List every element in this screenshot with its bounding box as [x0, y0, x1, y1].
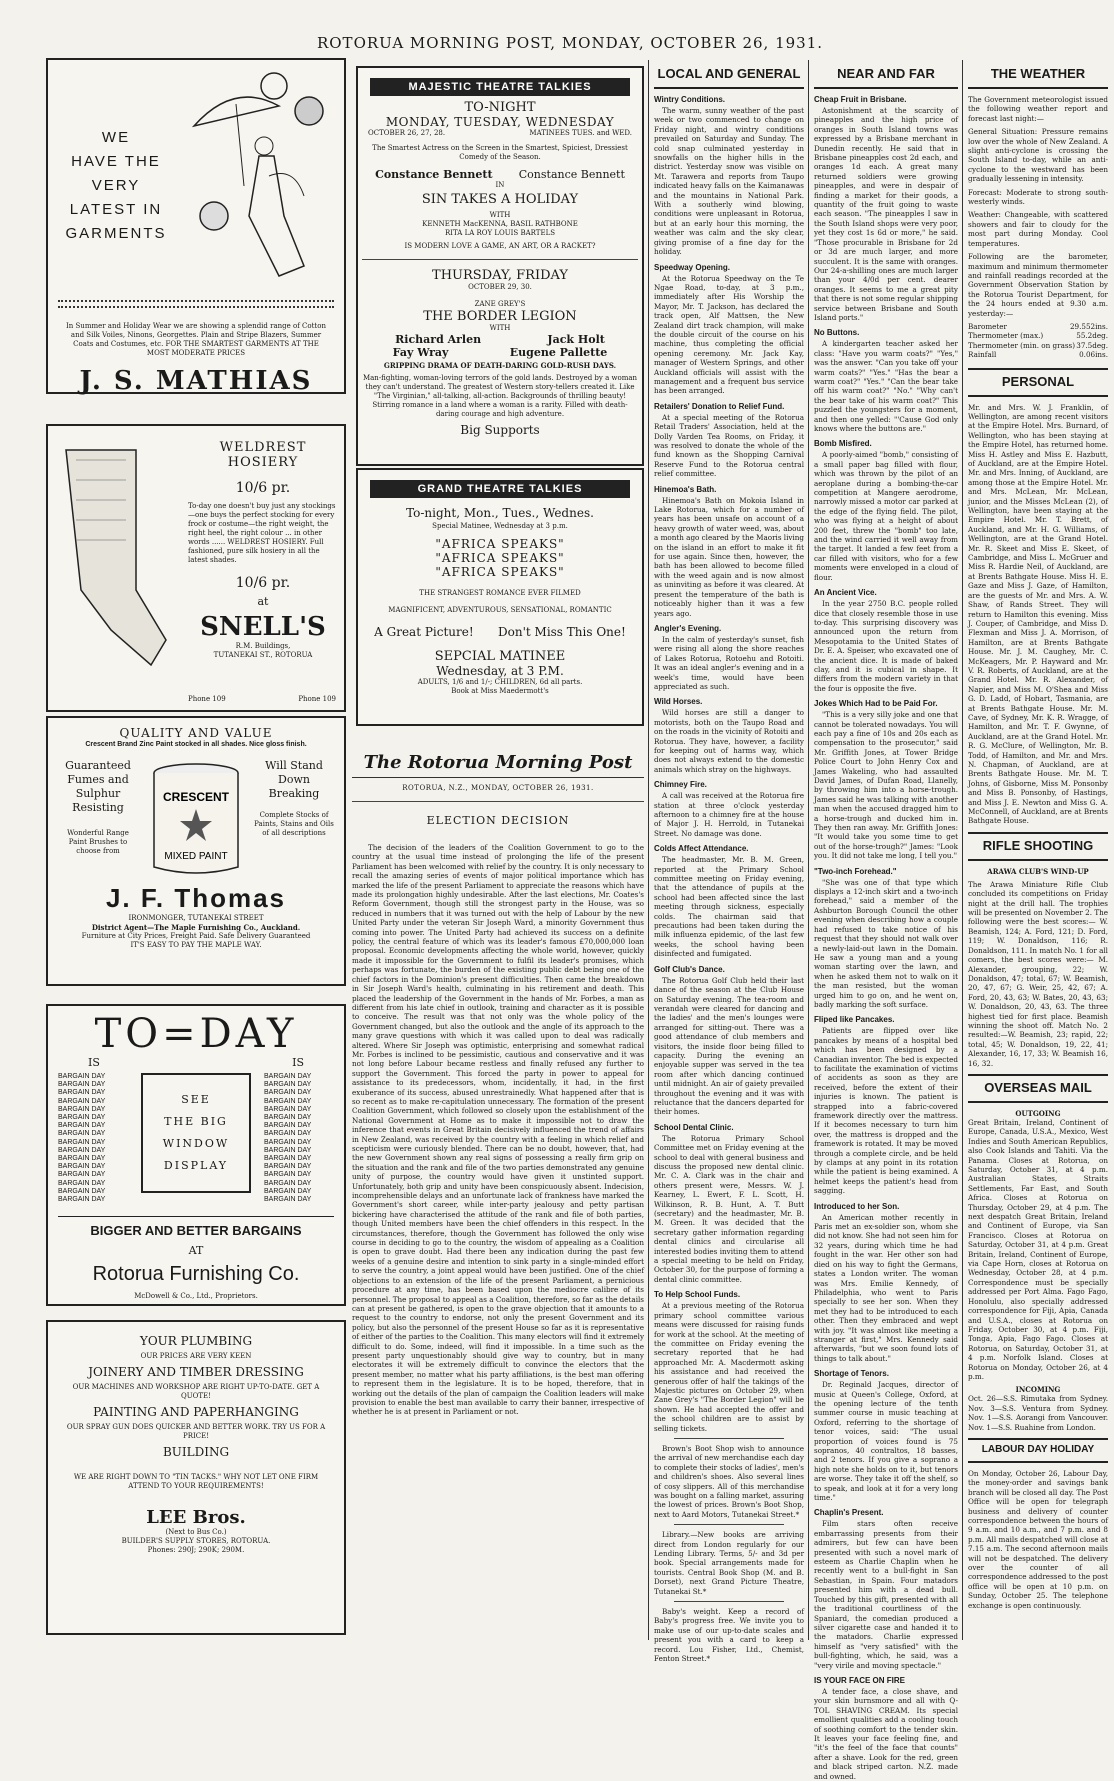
- majestic-author: ZANE GREY'S: [474, 300, 526, 308]
- see-line: WINDOW: [162, 1137, 230, 1150]
- bargain-list-right: [264, 1073, 334, 1204]
- mathias-line: LATEST IN: [69, 201, 163, 218]
- near-column: [814, 62, 959, 1781]
- snells-address2: TUTANEKAI ST., ROTORUA: [213, 651, 313, 659]
- article-heading: Shortage of Tenors.: [814, 1369, 889, 1379]
- article-heading: School Dental Clinic.: [654, 1122, 734, 1132]
- lee-line: WE ARE RIGHT DOWN TO "TIN TACKS." WHY NOT LET ONE FIRM ATTEND TO YOUR REQUIREMENTS!: [73, 1473, 319, 1490]
- article-body: At the Rotorua Speedway on the Te Ngae Road, to-day, at 3 p.m., immediately after His Worship the Mayor, Mr. T. Jackson, has declared the track open, Alf Mattsen, the New Zealand dirt track champion, will make the double circuit of the course on his machine, thus completing the official opening ceremony. Mr. Jack Kay, manager of Western Springs, and other Auckland officials will assist with the management and a frequent bus service has been arranged.: [654, 273, 804, 396]
- majestic-film2: THE BORDER LEGION: [423, 309, 577, 324]
- see-line: DISPLAY: [163, 1159, 229, 1172]
- labour-heading: LABOUR DAY HOLIDAY: [968, 1438, 1108, 1463]
- article-body: An American mother recently in Paris met an ex-soldier son, whom she did not know. She had not seen him for 32 years, during which time he had fought in the war. Her other son had died on his way to fight the Germans, states a London writer. The woman was Mrs. Emilie Kennedy, of Philadelphia, who went to Paris specially to see her son. When they met they had to be introduced to each other. Then they embraced and wept with joy. "It was almost like meeting a stranger at first," Mrs. Kennedy said afterwards, "but we soon found lots of things to talk about.": [814, 1212, 958, 1363]
- bargain-day-line: BARGAIN DAY: [58, 1138, 106, 1146]
- article-body: At a special meeting of the Rotorua Retail Traders' Association, held at the Dolly Varden Tea Rooms, on Friday, it was resolved to donate the whole of the fund known as the Shopping Carnival Reserve Fund to the Rotorua central relief committee.: [654, 412, 804, 479]
- snells-title2: HOSIERY: [227, 455, 299, 470]
- editorial-body: The decision of the leaders of the Coalition Government to go to the country at the usual time instead of prolonging the life of the present Parliament has been welcomed with relief by the country. It is only necessary to recall the amazing series of events of major political importance which has marked the life of the present Parliament to appreciate the reasons which have made its prolongation highly undesirable. After the last elections, Mr. Coates's Reform Government, though still the strongest party in the House, was so reduced in numbers that it was turned out with the help of Labour by the new United Party under the veteran Sir Joseph Ward, a minority Government thus coming into power. The United Party had achieved its success on a definite policy, the central feature of which was its leader's famous £70,000,000 loan proposal. Economic developments affecting the whole world, however, quickly made it impossible for the Government to fulfil its leader's promises, which perhaps was fortunate, the burden of the existing public debt being one of the chief factors in the Dominion's present difficulties. Then came the breakdown in Sir Joseph Ward's health, culminating in his retirement and death. This placed the leadership of the Government in the hands of Mr. Forbes, a man as different from his late chief in outlook, training and character as it is possible to conceive. The result was that not only was the whole policy of the Government changed, but also the outlook and the angle of its approach to the many grave questions with which it was called upon to deal was radically altered. Where Sir Joseph was optimistic, enterprising and somewhat radical Mr. Forbes is inclined to be pessimistic, cautious and conservative and it was not long before Labour became restless and finally refused any further to support the Government. This forced the party in power to appeal for assistance to its predecessors, whom, incidentally, it had, in the first exuberance of its success, abused unrestrainedly. What happened after that is so recent as to make re-capitulation unnecessary. The formation of the present Coalition Government, which followed so closely upon the establishment of the National Government at Home as to make it impossible not to draw the inference that events in Great Britain decisively influenced the trend of affairs in New Zealand, was received by the country with a feeling in which relief and scepticism were curiously blended. There can be no doubt, however, that, had the new Government shown any real signs of possessing a really firm grip on the situation and the rank and file of the two parties demonstrated any genuine unity of purpose, the country would have given it unstinted support. Unfortunately, both grip and unity have been conspicuously absent. Indecision, incomprehensible delays and an unfortunate lack of frankness have marked the Government's short career, while inter-party jealousy and petty partisan bickering have characterised the attitude of the rank and file of both parties, though United members have been the chief offenders in this respect. In the circumstances, therefore, though the Government has followed the only wise course in deciding to go to the country, the wisdom of appealing as a Coalition is open to grave doubt. Had there been any indication during the past few weeks of a genuine desire and intention to sink party in a single-minded effort to serve the country, a joint appeal would have been justified. One of the chief objections to an extension of the life of the present Parliament, a pernicious procedure at any time, has been based upon the mediocre calibre of its personnel. The proposal to appeal as a Coalition, therefore, so far as the details can at present be gathered, is open to the grave objection that it amounts to a request to the country to endorse, not only the present Government and its policy, but also the personnel of the present House so far as it is representative of either of the parties to the Coalition. This many electors will find it extremely difficult to do. Some, indeed, will find it impossible. In a time such as the present party unquestionably should give way to country, but in many electorates it will be extremely difficult to convince the electors that the present member, no matter what his party affiliations, is the best man offering to represent them in the legislature. It is to be hoped, therefore, that in working out the details of the plan of campaign the Coalition leaders will make provision to enable the best man available to carry their banner, irrespective of whether he is at present in Parliament or not.: [352, 843, 645, 1417]
- majestic-banner: MAJESTIC THEATRE TALKIES: [370, 78, 630, 96]
- weather-reading-row: [968, 322, 1108, 331]
- bargain-day-line: BARGAIN DAY: [58, 1187, 106, 1195]
- lee-line: PAINTING AND PAPERHANGING: [93, 1405, 299, 1419]
- africa-line: "AFRICA SPEAKS": [435, 537, 565, 551]
- see-line: THE BIG: [164, 1115, 228, 1128]
- thomas-title: QUALITY AND VALUE: [119, 726, 273, 740]
- article-heading: Chaplin's Present.: [814, 1508, 884, 1518]
- snells-phone-right: Phone 109: [298, 695, 336, 703]
- majestic-tag: The Smartest Actress on the Screen in the Smartest, Spiciest, Dressiest Comedy of the Season.: [372, 144, 628, 161]
- mathias-name: J. S. MATHIAS: [79, 366, 313, 396]
- labour-text: On Monday, October 26, Labour Day, the money-order and savings bank branch will be closed all day. The Post Office will be open for telegraph business and delivery of counter correspondence between the hours of 9 a.m. and 10 a.m., and 7 p.m. and 8 p.m. All mails despatched will close at 7.15 a.m. The second afternoon mails will not be despatched. The delivery over the counter of all correspondence addressed to the post office will be open at 10 p.m. on Sunday, October 25. The telephone exchange is open continuously.: [968, 1468, 1108, 1610]
- majestic-tonight: TO-NIGHT: [464, 100, 536, 115]
- thomas-sub: Crescent Brand Zinc Paint stocked in all shades. Nice gloss finish.: [85, 741, 307, 748]
- mathias-line: HAVE THE: [71, 153, 161, 170]
- article-body: A call was received at the Rotorua fire station at three o'clock yesterday afternoon to a chimney fire at the house of Major J. H. Herrold, in Tutanekai Street. No damage was done.: [654, 791, 804, 838]
- majestic-dates: OCTOBER 26, 27, 28.: [368, 129, 446, 137]
- bargain-day-line: BARGAIN DAY: [264, 1146, 312, 1154]
- bargain-day-line: BARGAIN DAY: [58, 1122, 106, 1130]
- bargain-day-line: BARGAIN DAY: [264, 1171, 312, 1179]
- lee-line: YOUR PLUMBING: [139, 1334, 253, 1348]
- article-body: In the year 2750 B.C. people rolled dice that closely resemble those in use to-day. This surprising discovery was announced upon the return from Mesopotamia to the United States of Dr. E. A. Speiser, who excavated one of the ancient dice. It is made of baked clay, and it is cubical in shape. It differs from the modern variety in that the four is opposite the five.: [814, 599, 958, 693]
- weather-forecast: Forecast: Moderate to strong south-westerly winds.: [968, 187, 1108, 207]
- bargain-day-line: BARGAIN DAY: [264, 1089, 312, 1097]
- majestic-cast: RITA LA ROY LOUIS BARTELS: [444, 229, 556, 237]
- snells-title: WELDREST: [219, 440, 307, 455]
- majestic-ad: [356, 66, 644, 466]
- local-heading: LOCAL AND GENERAL: [654, 62, 804, 89]
- mathias-line: WE: [101, 129, 131, 146]
- stocking-illustration: [56, 440, 176, 680]
- furnishing-ad: [46, 1004, 346, 1306]
- reading-value: 29.552ins.: [1069, 321, 1108, 331]
- bargain-day-line: BARGAIN DAY: [58, 1171, 106, 1179]
- snells-phone-left: Phone 109: [188, 695, 226, 703]
- snells-price: 10/6 pr.: [235, 480, 291, 496]
- bargain-day-line: BARGAIN DAY: [264, 1130, 312, 1138]
- snells-name: SNELL'S: [200, 612, 326, 642]
- furnishing-name: Rotorua Furnishing Co.: [92, 1263, 300, 1286]
- article-body: Brown's Boot Shop wish to announce the arrival of new merchandise each day to complete their stocks of ladies', men's and children's shoes. Also several lines of cosy slippers. All of this merchandise was bought on a falling market, assuring the lowest of prices. Brown's Boot Shop, next to Aard Motors, Tutanekai Street.*: [654, 1443, 804, 1519]
- bargain-day-line: BARGAIN DAY: [58, 1179, 106, 1187]
- majestic-question: IS MODERN LOVE A GAME, AN ART, OR A RACKET?: [404, 242, 596, 250]
- article-heading: Hinemoa's Bath.: [654, 484, 717, 494]
- thomas-slogan: IT'S EASY TO PAY THE MAPLE WAY.: [130, 941, 262, 949]
- bargain-day-line: BARGAIN DAY: [58, 1114, 106, 1122]
- article-heading: An Ancient Vice.: [814, 588, 877, 598]
- article-heading: Golf Club's Dance.: [654, 964, 725, 974]
- bargain-day-line: BARGAIN DAY: [264, 1187, 312, 1195]
- thomas-name: J. F. Thomas: [105, 883, 287, 913]
- article-heading: Wild Horses.: [654, 697, 703, 707]
- weather-heading: THE WEATHER: [968, 62, 1108, 89]
- lee-next: (Next to Bus Co.): [165, 1528, 227, 1536]
- article-body: Film stars often receive embarrassing presents from their admirers, but few can have been presented with such a novel mark of esteem as Charlie Chaplin when he recently went to a bull-fight in San Sebastian, in Spain. Four matadors presented him with a dead bull. Touched by this gift, presented with all the traditional courtliness of the Spaniard, the comedian produced a silver cigarette case and handed it to the matadors. Charlie expressed himself as "very satisfied" with the bull-fighting, which, he said, was a "very virile and moving spectacle.": [814, 1519, 958, 1670]
- mail-out-text: Great Britain, Ireland, Continent of Europe, Canada, U.S.A., Mexico, West Indies and South American Republics, also Cook Islands and Tahiti. Via the Panama. Closes at Rotorua, on Saturday, October 31, at 4 p.m. Australian States, Straits Settlements, Far East, and South Africa. Closes at Rotorua on Thursday, October 29, at 4 p.m. The next despatch Great Britain, Ireland and Continent of Europe, via San Francisco. Closes at Rotorua on Saturday, October 31, at 4 p.m. Great Britain, Ireland, Continent of Europe, via Cape Horn, closes at Rotorua on Wednesday, October 28, at 4 p.m. Correspondence must be specially addressed per Port Alma. Fago Fago, Honolulu, also specially addressed correspondence for Fiji, Apia, Canada and U.S.A., closes at Rotorua on Friday, October 30, at 4 p.m. Fiji, Tonga, Apia, Fago Fago. Closes at Rotorua, on Saturday, October 31, at 4 p.m. Norfolk Island. Closes at Rotorua on Monday, October 26, at 4 p.m.: [968, 1117, 1108, 1381]
- grand-days: To-night, Mon., Tues., Wednes.: [406, 506, 594, 520]
- bargain-day-line: BARGAIN DAY: [264, 1138, 312, 1146]
- can-label-bottom: MIXED PAINT: [164, 851, 228, 862]
- bargain-day-line: BARGAIN DAY: [264, 1163, 312, 1171]
- local-column: [654, 62, 804, 1664]
- mail-incoming: INCOMING: [1015, 1385, 1061, 1395]
- grand-special: SEPCIAL MATINEE: [434, 649, 566, 664]
- majestic-drama: GRIPPING DRAMA OF DEATH-DARING GOLD-RUSH DAYS.: [383, 361, 617, 370]
- cast-name: Eugene Pallette: [509, 346, 608, 359]
- majestic-blurb: Man-fighting, woman-loving terrors of the gold lands. Destroyed by a woman they can't understand. The greatest of Western story-tellers created it. Like "The Virginian," all-talking, all-action. Backgrounds of thrilling beauty! Stirring romance in a land where a woman is a rarity. Filled with death-daring courage and high adventure.: [362, 374, 638, 418]
- bargain-day-line: BARGAIN DAY: [58, 1089, 106, 1097]
- bargain-day-line: BARGAIN DAY: [264, 1196, 312, 1204]
- thomas-left: Guaranteed Fumes and Sulphur Resisting: [65, 759, 131, 814]
- majestic-with2: WITH: [489, 324, 511, 332]
- grand-magnificent: MAGNIFICENT, ADVENTUROUS, SENSATIONAL, ROMANTIC: [388, 606, 612, 614]
- lee-line: BUILDING: [162, 1445, 230, 1459]
- mail-outgoing: OUTGOING: [1015, 1108, 1061, 1118]
- bargain-day-line: BARGAIN DAY: [264, 1179, 312, 1187]
- editorial-heading: ELECTION DECISION: [426, 814, 570, 827]
- article-heading: Angler's Evening.: [654, 623, 722, 633]
- is-left: IS: [88, 1056, 100, 1069]
- majestic-film: SIN TAKES A HOLIDAY: [421, 192, 579, 207]
- bargain-day-line: BARGAIN DAY: [58, 1097, 106, 1105]
- furnishing-at: AT: [188, 1244, 204, 1258]
- weather-situation: General Situation: Pressure remains low over the whole of New Zealand. A slight anti-cyclone is crossing the South Island to-day, while an anti-cyclone to the westward has been gradually lessening in intensity.: [968, 127, 1108, 184]
- masthead: ROTORUA MORNING POST, MONDAY, OCTOBER 26, 1931.: [316, 34, 824, 52]
- dateline: ROTORUA, N.Z., MONDAY, OCTOBER 26, 1931.: [402, 784, 594, 792]
- grand-strangest: THE STRANGEST ROMANCE EVER FILMED: [419, 589, 581, 597]
- article-heading: Jokes Which Had to be Paid For.: [814, 699, 938, 709]
- lee-line: OUR MACHINES AND WORKSHOP ARE RIGHT UP-TO-DATE. GET A QUOTE!: [72, 1383, 320, 1400]
- mathias-body: In Summer and Holiday Wear we are showing a splendid range of Cotton and Silk Voiles, Ninons, Georgettes. Plain and Stripe Blazers, Summer Coats and Costumes, etc. FOR THE SMARTEST GARMENTS AT THE MOST MODERATE PRICES: [66, 322, 326, 357]
- paint-can-icon: [146, 759, 246, 879]
- can-label-top: CRESCENT: [162, 790, 230, 804]
- weather-following: Following are the barometer, maximum and minimum thermometer and rainfall readings recorded at the Government Observation Station by the Rotorua Tourist Department, for the 24 hours ended at 9.30 a.m. yesterday:—: [968, 252, 1108, 318]
- article-body: Dr. Reginald Jacques, director of music at Queen's College, Oxford, at the opening lecture of the tenth summer course in music teaching at Oxford, referring to the shortage of tenor voices, said: "The usual proportion of voices found is 75 sopranos, 40 contraltos, 18 basses, and 2 tenors. If you give a soprano a high note she holds on to it, but tenors are worse. They take it off the shelf, so to speak, and look at it for a very long time.": [814, 1380, 958, 1503]
- bargain-day-line: BARGAIN DAY: [264, 1073, 312, 1080]
- weather-reading-row: [968, 341, 1108, 350]
- weather-reading-row: [968, 350, 1108, 359]
- majestic-star: Constance Bennett: [518, 168, 625, 181]
- article-heading: Colds Affect Attendance.: [654, 844, 749, 854]
- mathias-line: GARMENTS: [65, 225, 167, 242]
- bargain-day-line: BARGAIN DAY: [264, 1081, 312, 1089]
- bargain-list-left: [58, 1073, 128, 1204]
- reading-label: Rainfall: [968, 350, 997, 360]
- article-heading: Wintry Conditions.: [654, 95, 726, 104]
- article-body: The Rotorua Primary School Committee met on Friday evening at the school to deal with general business and discuss the proposed new dental clinic. Mr. C. A. Clark was in the chair and others present were, Messrs. W. J. Kearney, L. Ewert, F. L. Scott, H. Wilkinson, R. B. Hunt, A. T. Butt (secretary) and the headmaster, Mr. B. M. Green. It was decided that the secretary gather information regarding dental clinics and circularise all interested bodies inviting them to attend a special meeting to be held on Friday, October 30, for the purpose of forming a dental clinic committee.: [654, 1133, 804, 1284]
- thomas-right2: Complete Stocks of Paints, Stains and Oils of all descriptions: [254, 811, 334, 837]
- mathias-border-pattern: [58, 300, 334, 308]
- column-rule: [808, 60, 809, 1640]
- personal-text: Mr. and Mrs. W. J. Franklin, of Wellington, are among recent visitors at the Empire Hotel. Mrs. Burnard, of Wellington, who has been staying at the Empire Hotel, has returned home. Miss H. Astley and Miss E. Hazbutt, of Auckland, are at the Empire Hotel. Mr. and Mrs. Inning, of Auckland, are among those at the Empire Hotel. Mr. and Mrs. McLean, Mr. McLean, junior, and the Misses McLean (2), of Wellington, have been staying at the Empire Hotel. Mr. T. Brett, of Auckland, and Mr. H. G. Williams, of Wellington, are at the Grand Hotel. Mr. R. Skeet and Miss E. Skeet, of Cambridge, and Miss L. McGruer and Miss R. Hardie Neil, of Auckland, are at Brents Bathgate House. Miss H. E. Gaze and Miss J. Gaze, of Hamilton, are the guests of Mr. and Mrs. A. W. Shaw, of Rands Street. They will return to Hamilton this evening. Miss J. Couper, of Cambridge, and Miss D. Flexman and Miss J. A. Morrison, of Hamilton, are at Brents Bathgate House. Mr. J. M. Caughey, Mr. C. McKeagers, Mr. P. Hayward and Mr. V. R. Roberts, of Auckland, are at the Grand Hotel. Mr. R. Alexander, of Napier, and Miss M. O'Shea and Miss G. D. Ladd, of Hobart, Tasmania, are at Brents Bathgate House. Mr. M. Cave, of Sydney, Mr. K. R. Wragge, of Hamilton, and Mr. T. F. Gwynne, of Auckland, are at the Grand Hotel. Mr. R. G. McClure, of Wellington, Mr. B. Todd, of Hamilton, and Mr. and Mrs. N. Chapman, of Auckland, are at Brents Bathgate House. Mr. M. T. Johns, of Gisborne, Miss M. Ponsonby and Miss B. Ponsonby, of Hastings, and Miss J. E. Newton and Miss G. A. McConnell, of Auckland, are at Brents Bathgate House.: [968, 402, 1108, 826]
- lee-line: OUR PRICES ARE VERY KEEN: [140, 1352, 252, 1360]
- weather-reading-row: [968, 331, 1108, 340]
- article-body: "She was one of that type which displays a 12-inch skirt and a two-inch forehead," said a member of the Ashburton Borough Council the other evening when describing how a couple had refused to take notice of his request that they should not walk over a newly-laid-out lawn in the Domain. He saw a young man and a young woman starting over the lawn, and when he asked them not to walk on it the man resisted, but the woman urged him to go on, and he went on, badly marking the soft surface.: [814, 877, 958, 1009]
- article-body: The warm, sunny weather of the past week or two commenced to change on Friday night, and wintry conditions prevailed on Saturday and Sunday. The cold snap culminated yesterday in snowfalls on the higher hills in the district. Yesterday snow was visible on Mt. Tarawera and reports from Taupo indicated heavy falls on the Kaimanawas and the mountains in National Park. With a southerly wind blowing, conditions were unpleasant in Rotorua, but at an early hour this morning, the weather was calm and the sky clear, giving promise of a fine day for the holiday.: [654, 106, 804, 257]
- majestic-dates2: OCTOBER 29, 30.: [468, 283, 532, 291]
- snells-body: To-day one doesn't buy just any stockings—one buys the perfect stocking for every frock or costume—the right weight, the right heel, the right colour ... in other words ...... WELDREST HOSIERY. Full fashioned, pure silk hosiery in all the latest shades.: [188, 502, 336, 564]
- thomas-right: Will Stand Down Breaking: [265, 759, 323, 800]
- article-body: A poorly-aimed "bomb," consisting of a small paper bag filled with flour, which was thrown by the pilot of an aeroplane during a bombing-the-car competition at Mangere aerodrome, narrowly missed a motor car parked at the edge of the flying field. The pilot, who was flying at a height of about 200 feet, threw the "bomb" too late, and the wind carried it well away from the target. It landed a few feet from a car filled with visitors, who for a few moments were enveloped in a cloud of flour.: [814, 450, 958, 582]
- bargain-day-line: BARGAIN DAY: [58, 1130, 106, 1138]
- cast-name: Fay Wray: [392, 346, 449, 359]
- article-heading: Cheap Fruit in Brisbane.: [814, 95, 907, 104]
- reading-value: 37.5deg.: [1076, 340, 1108, 350]
- grand-dont: Don't Miss This One!: [498, 625, 626, 639]
- mail-in-text: Oct. 26—S.S. Rimutaka from Sydney. Nov. 3—S.S. Ventura from Sydney. Nov. 1—S.S. Aorangi from Vancouver. Nov. 1—S.S. Ruahine from London.: [968, 1394, 1108, 1432]
- window-display-box: [141, 1073, 251, 1193]
- article-heading: Introduced to her Son.: [814, 1201, 900, 1211]
- thomas-furniture: Furniture at City Prices, Freight Paid. Safe Delivery Guaranteed: [81, 932, 311, 940]
- article-body: Hinemoa's Bath on Mokoia Island in Lake Rotorua, which for a number of years has been unsafe on account of a heavy growth of water weed, was, about a month ago cleared by the Maoris living on the island in an effort to make it fit for use again. Since then, however, the bath has been allowed to become filled with the weed again and is now almost as uninviting as before it was cleared. At present the temperature of the bath is noticeably higher than it was a few years ago.: [654, 495, 804, 618]
- reading-value: 55.2deg.: [1076, 331, 1108, 341]
- majestic-supports: Big Supports: [460, 423, 540, 437]
- snells-address: R.M. Buildings,: [235, 642, 291, 650]
- furnishing-title: TO=DAY: [94, 1011, 298, 1057]
- furnishing-proprietors: McDowell & Co., Ltd., Proprietors.: [134, 1292, 258, 1301]
- article-body: A kindergarten teacher asked her class: "Have you warm coats?" "Yes," was the answer. "Can you take off your warm coats?" "Yes." "Has the bear a warm coat?" "Yes." "Can the bear take off his warm coat?" "No." "Why can't the bear take of his warm coat?" This puzzled the youngsters for a moment, and then one yelled: "'Cause God only knows where the buttons are.": [814, 339, 958, 433]
- cast-name: Richard Arlen: [395, 333, 482, 346]
- bargain-day-line: BARGAIN DAY: [58, 1081, 106, 1089]
- bargain-day-line: BARGAIN DAY: [264, 1122, 312, 1130]
- article-heading: To Help School Funds.: [654, 1290, 741, 1300]
- bargain-day-line: BARGAIN DAY: [264, 1114, 312, 1122]
- article-heading: Speedway Opening.: [654, 262, 731, 272]
- article-heading: Chimney Fire.: [654, 780, 707, 790]
- majestic-in: IN: [495, 181, 505, 189]
- is-right: IS: [292, 1056, 304, 1069]
- article-heading: "Two-inch Forehead.": [814, 866, 897, 876]
- bargain-day-line: BARGAIN DAY: [58, 1146, 106, 1154]
- reading-label: Thermometer (max.): [968, 331, 1044, 341]
- snells-at: at: [257, 595, 269, 608]
- grand-great: A Great Picture!: [374, 625, 474, 639]
- lee-ad: [46, 1320, 346, 1635]
- article-heading: Retailers' Donation to Relief Fund.: [654, 401, 785, 411]
- grand-prices: ADULTS, 1/6 and 1/-; CHILDREN, 6d all parts.: [417, 678, 583, 686]
- bargain-day-line: BARGAIN DAY: [58, 1155, 106, 1163]
- snells-price2: 10/6 pr.: [235, 575, 291, 591]
- article-heading: Fliped like Pancakes.: [814, 1015, 895, 1025]
- see-line: SEE: [181, 1093, 211, 1106]
- majestic-cast: KENNETH MacKENNA, BASIL RATHBONE: [422, 220, 578, 228]
- majestic-star: Constance Bennett: [375, 168, 493, 181]
- column-rule: [962, 60, 963, 1640]
- article-heading: No Buttons.: [814, 328, 860, 338]
- bargain-day-line: BARGAIN DAY: [264, 1097, 312, 1105]
- bargain-day-line: BARGAIN DAY: [58, 1196, 106, 1204]
- mathias-line: VERY: [91, 177, 141, 194]
- article-heading: Bomb Misfired.: [814, 439, 872, 449]
- article-body: At a previous meeting of the Rotorua primary school committee various means were discussed for raising funds for work at the school. At the meeting of the committee on Friday evening the secretary reported that he had approached Mr. A. Macdermott asking his assistance and had received the generous offer of half the takings of the Majestic pictures on October 29, when Zane Grey's "The Border Legion" will be shown. He had accepted the offer and the school children are to assist by selling tickets.: [654, 1301, 804, 1433]
- lee-stores: BUILDER'S SUPPLY STORES, ROTORUA.: [121, 1537, 271, 1545]
- weather-intro: The Government meteorologist issued the following weather report and forecast last night:—: [968, 95, 1108, 123]
- column-rule: [648, 60, 649, 1640]
- bargain-day-line: BARGAIN DAY: [264, 1155, 312, 1163]
- personal-heading: PERSONAL: [968, 368, 1108, 397]
- article-body: Patients are flipped over like pancakes by means of a hospital bed which has been designed by a Canadian inventor. The bed is expected to facilitate the examination of victims of accidents as soon as they are received, before the extent of their injuries is known. The patient is strapped into a fabric-covered framework directly over the mattress. If it becomes necessary to turn him over, the mattress is dropped and the framework is rotated. It may be moved through a complete circle, and be held by clamps at any point in its rotation while the patient is being examined. A helmet keeps the patient's head from sagging.: [814, 1026, 959, 1196]
- thomas-agent: District Agent—The Maple Furnishing Co., Auckland.: [91, 923, 301, 932]
- rifle-text: The Arawa Miniature Rifle Club concluded its competitions on Friday night at the drill hall. The trophies will be presented on November 2. The following were the best scores:— W. Beamish, 124; A. Ford, 121; D. Ford, 119; W. Donaldson, 116; R. Donaldson, 111. In match No. 1 for all comers, the best scores were:— M. Alexander, grouping, 22; W. Donaldson, 47; total, 67; W. Beamish, 20, 47, 67; G. Weir, 25, 42, 67; A. Ford, 20, 43, 63; W. Bates, 20, 43, 63; W. Donaldson, 20, 43, 63. The three highest tied for first place. Beamish winning the shoot off. Match No. 2 resulted:—W. Beamish, 23; rapid, 22; total, 45; W. Donaldson, 19, 22, 41; Alexander, 16, 17, 33; W. Beamish 16, 16, 32.: [968, 879, 1108, 1068]
- grand-matinee: Special Matinee, Wednesday at 3 p.m.: [432, 522, 568, 530]
- weather-line: Weather: Changeable, with scattered showers and fair to cloudy for the most part during Monday. Cool temperatures.: [968, 210, 1108, 248]
- grand-ad: [356, 468, 644, 726]
- article-body: The Rotorua Golf Club held their last dance of the season at the Club House on Saturday evening. The tea-room and verandah were cleared for dancing and the ladies' and the men's lounges were arranged for sitting-out. There was a good attendance of club members and visitors, the inside floor being filled to capacity. During the evening an enjoyable supper was served in the tea room after which dancing continued until midnight. An air of gaiety prevailed throughout the evening and it was with reluctance that the dancers departed for their homes.: [654, 975, 804, 1117]
- majestic-with: WITH: [489, 211, 511, 219]
- bargain-day-line: BARGAIN DAY: [58, 1163, 106, 1171]
- thomas-address: IRONMONGER, TUTANEKAI STREET: [128, 914, 264, 922]
- mail-heading: OVERSEAS MAIL: [968, 1074, 1108, 1103]
- article-body: A tender face, a close shave, and your skin burnsmore and all with Q-TOL SHAVING CREAM. Its special emollient qualities add a cooling touch of soothing comfort to the tender skin. It leaves your face feeling fine, and "it's the feel of the face that counts" after a shave. Look for the red, green and black striped carton. N.Z. made and owned.: [814, 1686, 958, 1781]
- furnishing-tagline: BIGGER AND BETTER BARGAINS: [58, 1216, 334, 1238]
- lee-name: LEE Bros.: [146, 1507, 246, 1528]
- rifle-heading: RIFLE SHOOTING: [968, 832, 1108, 861]
- africa-line: "AFRICA SPEAKS": [435, 551, 565, 565]
- article-body: Library.—New books are arriving direct from London regularly for our Lending Library. Terms, 5/- and 3d per book. Special arrangements made for tourists. Central Book Shop (M. and B. Dorset), next Grand Picture Theatre, Tutanekai St.*: [654, 1530, 804, 1596]
- bargain-day-line: BARGAIN DAY: [264, 1105, 312, 1113]
- article-body: In the calm of yesterday's sunset, fish were rising all along the shore reaches of Lakes Rotorua, Rotoehu and Rotoiti. It was an ideal angler's evening and in a week's time, would have been appreciated as such.: [654, 634, 804, 691]
- lee-line: JOINERY AND TIMBER DRESSING: [88, 1365, 304, 1379]
- cast-name: Jack Holt: [547, 333, 605, 346]
- lee-phones: Phones: 290J; 290K; 290M.: [147, 1546, 245, 1554]
- right-column: [968, 62, 1108, 1644]
- bargain-day-line: BARGAIN DAY: [58, 1073, 106, 1080]
- snells-ad: [46, 424, 346, 712]
- grand-banner: GRAND THEATRE TALKIES: [370, 480, 630, 498]
- paper-title: The Rotorua Morning Post: [352, 752, 644, 778]
- lee-line: OUR SPRAY GUN DOES QUICKER AND BETTER WORK. TRY US FOR A PRICE!: [66, 1423, 326, 1440]
- reading-value: 0.06ins.: [1079, 350, 1108, 360]
- mathias-ad: [46, 58, 346, 394]
- rifle-sub: ARAWA CLUB'S WIND-UP: [987, 866, 1089, 876]
- africa-line: "AFRICA SPEAKS": [435, 565, 565, 579]
- reading-label: Barometer: [968, 321, 1007, 331]
- editorial: [352, 752, 644, 1640]
- thomas-ad: [46, 716, 346, 986]
- article-body: Astonishment at the scarcity of pineapples and the high price of oranges in South Island towns was expressed by a Brisbane merchant in Dunedin recently. He said that in Brisbane pineapples cost 2d each, and oranges 1d each. A great many returned soldiers were growing pineapples, and were in despair of finding a market for their goods, a quantity of the fruit going to waste each season. "The pineapples I saw in the South Island shops were very poor, yet they cost 1s 6d or more," he said. "Those procurable in Brisbane for 2d or 3d are much larger, and more succulent. It is the same with oranges. Our 24-a-shilling ones are much larger than your 4/0d per cent. dearer oranges. It seems to me a great pity that there is not some regular shipping service between Brisbane and South Island ports.": [814, 106, 958, 322]
- majestic-days: MONDAY, TUESDAY, WEDNESDAY: [385, 115, 615, 129]
- bargain-day-line: BARGAIN DAY: [58, 1105, 106, 1113]
- article-body: The headmaster, Mr. B. M. Green, reported at the Primary School committee meeting on Friday evening, that the attendance of pupils at the school had been affected since the last meeting through sickness, especially colds. The chairman said that precautions had been taken during the milk influenza epidemic, of the last few weeks, the school having been disinfected and fumigated.: [654, 855, 804, 959]
- majestic-matinees: MATINEES TUES. and WED.: [529, 129, 632, 137]
- lady-with-parasol-illustration: [174, 66, 334, 296]
- grand-wed: Wednesday, at 3 P.M.: [436, 664, 564, 678]
- article-body: Baby's weight. Keep a record of Baby's progress free. We invite you to make use of our up-to-date scales and present you with a card to keep a record. Lou Fisher, Ltd., Chemist, Fenton Street.*: [654, 1607, 804, 1664]
- article-body: "This is a very silly joke and one that cannot be tolerated nowadays. You will each pay a fine of 10s and 20s each as compensation to the prosecutor," said Mr. Griffith Jones, at Tower Bridge Police Court to John Henry Cox and James Wakeling, who had assaulted David James, of Dufan Road, Llanelly, by throwing him into a horse-trough. James said he was talking with another man when the accused dragged him to a horse-trough and ducked him in. They then ran away. Mr. Griffith Jones: "It would take you some time to get out of the horse-trough?" James: "Look you. It did not take me long, I tell you.": [814, 710, 958, 861]
- thomas-left2: Wonderful Range Paint Brushes to choose from: [67, 829, 129, 855]
- grand-book: Book at Miss Maedermott's: [451, 687, 549, 695]
- article-body: Wild horses are still a danger to motorists, both on the Taupo Road and on the roads in the vicinity of Rotoiti and Rotorua. They have, however, a facility for keeping out of harms way, which does not always extend to the domestic animals which stray on the highways.: [654, 708, 804, 774]
- near-heading: NEAR AND FAR: [814, 62, 958, 89]
- reading-label: Thermometer (min. on grass): [968, 340, 1076, 350]
- article-heading: IS YOUR FACE ON FIRE: [814, 1675, 905, 1685]
- majestic-thursday: THURSDAY, FRIDAY: [432, 268, 568, 283]
